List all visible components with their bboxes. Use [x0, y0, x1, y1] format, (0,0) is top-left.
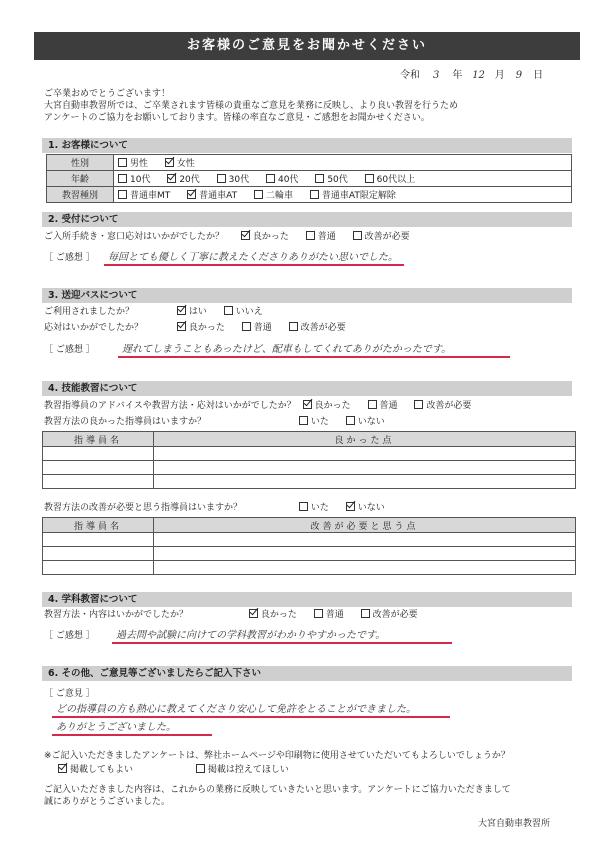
reception-question: ご入所手続き・窓口応対はいかがでしたか？	[44, 232, 225, 242]
date-year: 3	[433, 70, 440, 81]
section-4-header: 4. 技能教習について	[42, 381, 572, 396]
checkbox-checked[interactable]	[58, 764, 67, 773]
date-day: 9	[515, 70, 523, 81]
col-instructor-name: 指導員名	[43, 432, 154, 447]
checkbox[interactable]	[254, 190, 263, 199]
checkbox[interactable]	[118, 158, 127, 167]
table-row	[43, 475, 576, 489]
table-row	[43, 533, 576, 547]
checkbox[interactable]	[310, 190, 319, 199]
option-needs-improvement[interactable]: 改善が必要	[289, 322, 346, 334]
checkbox[interactable]	[346, 416, 355, 425]
improve-instructor-row	[44, 502, 584, 514]
table-cell[interactable]	[154, 447, 576, 461]
checkbox-checked[interactable]	[165, 158, 174, 167]
label-gender: 性別	[47, 155, 114, 171]
checkbox-checked[interactable]	[177, 322, 186, 331]
checkbox[interactable]	[306, 231, 315, 240]
bus-service-row	[44, 322, 574, 334]
date-year-unit: 年	[452, 70, 463, 81]
table-cell[interactable]	[154, 547, 576, 561]
academic-comment: 過去問や試験に向けての学科教習がわかりやすかったです。	[116, 630, 386, 641]
table-row	[43, 461, 576, 475]
option-50s[interactable]: 50代	[315, 172, 347, 185]
row-age	[47, 171, 572, 187]
checkbox[interactable]	[299, 416, 308, 425]
comment-underline	[112, 642, 452, 644]
section-6-header: 6. その他、ご意見等ございましたらご記入下さい	[42, 666, 572, 681]
option-needs-improvement[interactable]: 改善が必要	[361, 609, 418, 621]
option-good[interactable]: 良かった	[241, 231, 289, 243]
closing-text	[44, 784, 584, 808]
col-good-points: 良かった点	[154, 432, 576, 447]
option-there-wasnt[interactable]: いない	[346, 416, 385, 428]
option-needs-improvement[interactable]: 改善が必要	[353, 231, 410, 243]
table-cell[interactable]	[154, 533, 576, 547]
option-needs-improvement[interactable]: 改善が必要	[414, 400, 471, 412]
improve-instructor-table	[42, 517, 576, 575]
table-cell[interactable]	[43, 475, 154, 489]
checkbox[interactable]	[314, 609, 323, 618]
academic-question: 教習方法・内容はいかがでしたか？	[44, 610, 189, 620]
checkbox[interactable]	[118, 174, 127, 183]
label-course: 教習種別	[47, 187, 114, 203]
options-course	[114, 187, 572, 203]
bus-service-question: 応対はいかがでしたか？	[44, 323, 144, 333]
option-no[interactable]: いいえ	[224, 306, 263, 318]
customer-info-table	[46, 154, 572, 203]
checkbox[interactable]	[315, 174, 324, 183]
table-cell[interactable]	[154, 475, 576, 489]
section-2-header: 2. 受付について	[42, 212, 572, 227]
option-there-wasnt[interactable]: いない	[346, 502, 385, 514]
reception-question-row	[44, 231, 574, 243]
option-deny-publish[interactable]: 掲載は控えてほしい	[196, 764, 289, 776]
other-comment-line-1: どの指導員の方も熱心に教えてくださり安心して免許をとることができました。	[56, 704, 416, 715]
option-at-limit-removal[interactable]: 普通車AT限定解除	[310, 188, 396, 201]
checkbox[interactable]	[242, 322, 251, 331]
option-motorcycle[interactable]: 二輪車	[254, 188, 293, 201]
checkbox[interactable]	[365, 174, 374, 183]
other-comment-line-2: ありがとうございました。	[56, 722, 176, 733]
date-month-unit: 月	[494, 70, 505, 81]
reception-comment-label: ［ ご感想 ］	[44, 253, 95, 263]
option-30s[interactable]: 30代	[217, 172, 249, 185]
good-instructor-question: 教習方法の良かった指導員はいますか？	[44, 417, 207, 427]
col-instructor-name: 指導員名	[43, 518, 154, 533]
checkbox-checked[interactable]	[187, 190, 196, 199]
option-there-was[interactable]: いた	[299, 502, 329, 514]
option-good[interactable]: 良かった	[177, 322, 225, 334]
checkbox-checked[interactable]	[241, 231, 250, 240]
table-cell[interactable]	[43, 533, 154, 547]
bus-comment-label: ［ ご感想 ］	[44, 345, 95, 355]
col-improvement-points: 改善が必要と思う点	[154, 518, 576, 533]
checkbox[interactable]	[361, 609, 370, 618]
option-yes[interactable]: はい	[177, 306, 207, 318]
section-3-header: 3. 送迎バスについて	[42, 288, 572, 303]
checkbox[interactable]	[414, 400, 423, 409]
intro-line: アンケートのご協力をお願いしております。皆様の率直なご意見・ご感想をお聞かせください。	[44, 113, 430, 123]
checkbox[interactable]	[289, 322, 298, 331]
option-40s[interactable]: 40代	[266, 172, 298, 185]
checkbox[interactable]	[353, 231, 362, 240]
option-normal[interactable]: 普通	[242, 322, 272, 334]
option-normal[interactable]: 普通	[314, 609, 344, 621]
checkbox-checked[interactable]	[346, 502, 355, 511]
other-comment-label: ［ ご意見 ］	[44, 689, 95, 699]
checkbox-checked[interactable]	[303, 400, 312, 409]
good-instructor-row	[44, 416, 584, 428]
comment-underline	[118, 356, 510, 358]
comment-underline	[52, 734, 212, 736]
checkbox[interactable]	[196, 764, 205, 773]
intro-line: ご卒業おめでとうございます！	[44, 89, 171, 99]
checkbox-checked[interactable]	[177, 306, 186, 315]
intro-line: 大宮自動車教習所では、ご卒業されます皆様の貴重なご意見を業務に反映し、より良い教習を行うため	[44, 101, 459, 111]
table-cell[interactable]	[43, 561, 154, 575]
option-20s[interactable]: 20代	[167, 172, 199, 185]
page-title: お客様のご意見をお聞かせください	[34, 32, 580, 60]
label-age: 年齢	[47, 171, 114, 187]
checkbox[interactable]	[217, 174, 226, 183]
option-good[interactable]: 良かった	[303, 400, 351, 412]
options-gender	[114, 155, 572, 171]
option-male[interactable]: 男性	[118, 156, 148, 169]
checkbox[interactable]	[118, 190, 127, 199]
organization-name: 大宮自動車教習所	[478, 819, 551, 829]
table-row	[43, 447, 576, 461]
option-there-was[interactable]: いた	[299, 416, 329, 428]
consent-options	[58, 764, 578, 776]
option-allow-publish[interactable]: 掲載してもよい	[58, 764, 133, 776]
checkbox[interactable]	[266, 174, 275, 183]
closing-line: ご記入いただきました内容は、これからの業務に反映していきたいと思います。アンケートにご協力いただきまして	[44, 785, 511, 795]
checkbox[interactable]	[299, 502, 308, 511]
consent-question: ※ご記入いただきましたアンケートは、弊社ホームページや印刷物に使用させていただいてもよろしいでしょうか？	[44, 751, 510, 761]
table-cell[interactable]	[43, 461, 154, 475]
section-5-header: 4. 学科教習について	[42, 592, 572, 607]
option-10s[interactable]: 10代	[118, 172, 150, 185]
option-60s-plus[interactable]: 60代以上	[365, 172, 415, 185]
reception-comment: 毎回とても優しく丁寧に教えたくださりありがたい思いでした。	[108, 252, 398, 263]
table-row	[43, 561, 576, 575]
academic-question-row	[44, 609, 584, 621]
option-mt[interactable]: 普通車MT	[118, 188, 170, 201]
closing-line: 誠にありがとうございました。	[44, 797, 171, 807]
checkbox[interactable]	[224, 306, 233, 315]
option-normal[interactable]: 普通	[368, 400, 398, 412]
option-at[interactable]: 普通車AT	[187, 188, 237, 201]
date-era: 令和	[400, 70, 420, 81]
improve-instructor-question: 教習方法の改善が必要と思う指導員はいますか？	[44, 503, 243, 513]
option-female[interactable]: 女性	[165, 156, 195, 169]
checkbox-checked[interactable]	[249, 609, 258, 618]
bus-comment: 遅れてしまうこともあったけど、配車もしてくれてありがたかったです。	[122, 344, 452, 355]
option-good[interactable]: 良かった	[249, 609, 297, 621]
row-course	[47, 187, 572, 203]
skill-advice-row	[44, 400, 584, 412]
table-cell[interactable]	[43, 447, 154, 461]
intro-text	[44, 88, 584, 124]
date-line	[400, 70, 580, 82]
comment-underline	[104, 264, 404, 266]
skill-advice-question: 教習指導員のアドバイスや教習方法・応対はいかがでしたか？	[44, 401, 296, 411]
row-gender	[47, 155, 572, 171]
checkbox[interactable]	[368, 400, 377, 409]
table-row	[43, 547, 576, 561]
academic-comment-label: ［ ご感想 ］	[44, 631, 95, 641]
checkbox-checked[interactable]	[167, 174, 176, 183]
options-age	[114, 171, 572, 187]
date-month: 12	[472, 70, 485, 81]
table-cell[interactable]	[154, 561, 576, 575]
bus-usage-row	[44, 306, 574, 318]
section-1-header: 1. お客様について	[42, 138, 572, 153]
good-instructor-table	[42, 431, 576, 489]
date-day-unit: 日	[533, 70, 544, 81]
table-cell[interactable]	[43, 547, 154, 561]
bus-usage-question: ご利用されましたか？	[44, 307, 135, 317]
table-cell[interactable]	[154, 461, 576, 475]
option-normal[interactable]: 普通	[306, 231, 336, 243]
